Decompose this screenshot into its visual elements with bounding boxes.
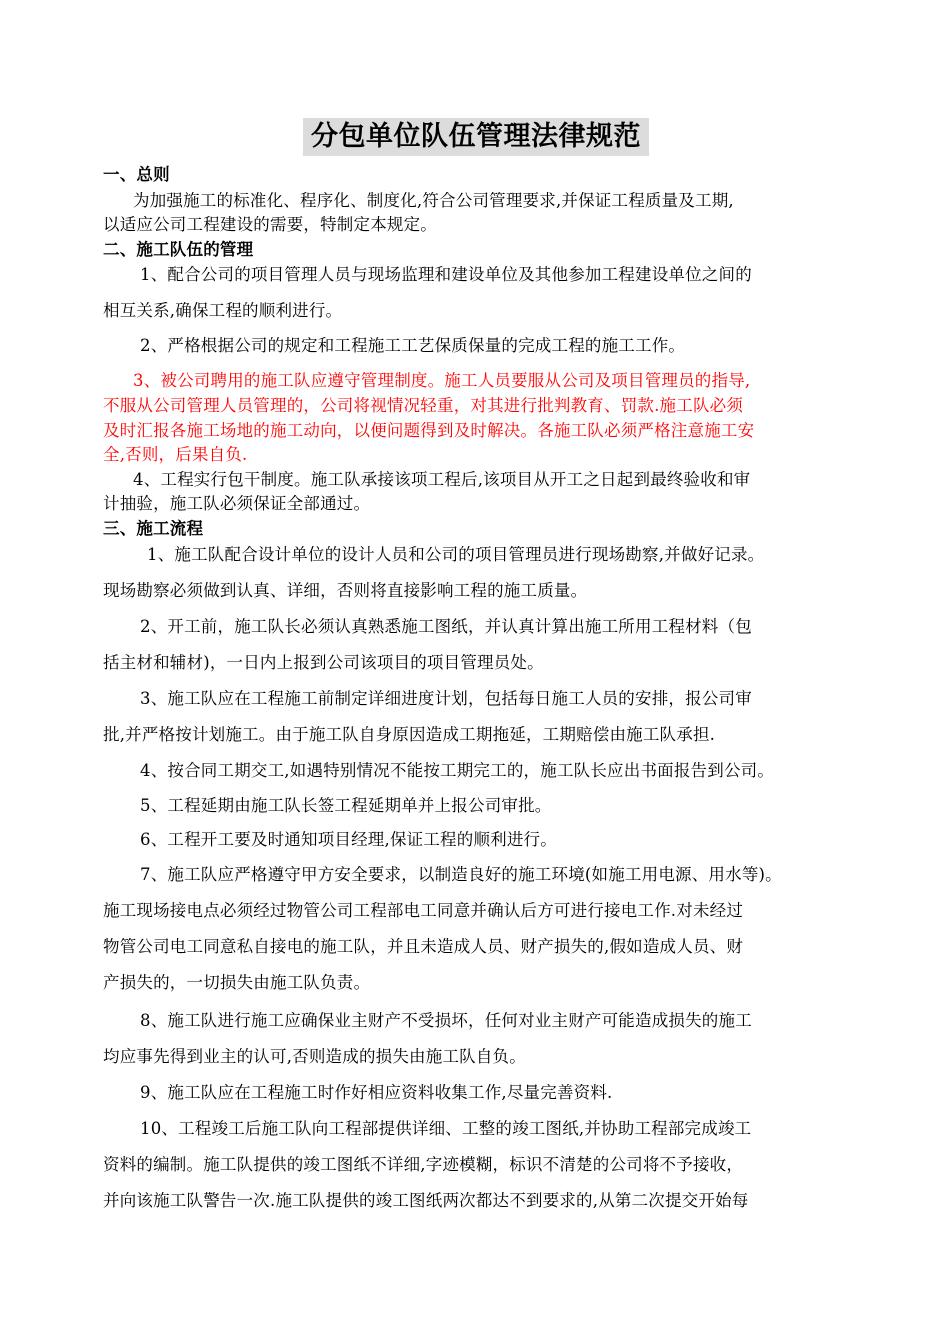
paragraph-line: 3、被公司聘用的施工队应遵守管理制度。施工人员要服从公司及项目管理员的指导,	[133, 371, 751, 390]
paragraph-line: 括主材和辅材)，一日内上报到公司该项目的项目管理员处。	[103, 653, 544, 672]
section-heading: 一、总则	[103, 165, 170, 184]
paragraph-line: 10、工程竣工后施工队向工程部提供详细、工整的竣工图纸,并协助工程部完成竣工	[140, 1119, 752, 1138]
paragraph-line: 5、工程延期由施工队长签工程延期单并上报公司审批。	[140, 796, 552, 815]
paragraph-line: 以适应公司工程建设的需要，特制定本规定。	[103, 215, 437, 234]
paragraph-line: 不服从公司管理人员管理的，公司将视情况轻重，对其进行批判教育、罚款.施工队必须	[103, 396, 744, 415]
paragraph-line: 物管公司电工同意私自接电的施工队，并且未造成人员、财产损失的,假如造成人员、财	[103, 937, 744, 956]
section-heading: 三、施工流程	[103, 519, 204, 538]
paragraph-line: 2、开工前，施工队长必须认真熟悉施工图纸，并认真计算出施工所用工程材料（包	[140, 617, 752, 636]
paragraph-line: 4、按合同工期交工,如遇特别情况不能按工期完工的，施工队长应出书面报告到公司。	[140, 761, 775, 780]
paragraph-line: 均应事先得到业主的认可,否则造成的损失由施工队自负。	[103, 1047, 526, 1066]
paragraph-line: 计抽验，施工队必须保证全部通过。	[103, 494, 371, 513]
paragraph-line: 4、工程实行包干制度。施工队承接该项工程后,该项目从开工之日起到最终验收和审	[133, 470, 751, 489]
paragraph-line: 1、配合公司的项目管理人员与现场监理和建设单位及其他参加工程建设单位之间的	[140, 265, 752, 284]
document-title: 分包单位队伍管理法律规范	[303, 118, 649, 156]
paragraph-line: 7、施工队应严格遵守甲方安全要求，以制造良好的施工环境(如施工用电源、用水等)。	[140, 865, 782, 884]
paragraph-line: 现场勘察必须做到认真、详细，否则将直接影响工程的施工质量。	[103, 581, 588, 600]
paragraph-line: 施工现场接电点必须经过物管公司工程部电工同意并确认后方可进行接电工作.对未经过	[103, 901, 744, 920]
paragraph-line: 6、工程开工要及时通知项目经理,保证工程的顺利进行。	[140, 830, 557, 849]
paragraph-line: 8、施工队进行施工应确保业主财产不受损坏，任何对业主财产可能造成损失的施工	[140, 1011, 752, 1030]
paragraph-line: 及时汇报各施工场地的施工动向，以便问题得到及时解决。各施工队必须严格注意施工安	[103, 421, 755, 440]
paragraph-line: 3、施工队应在工程施工前制定详细进度计划，包括每日施工人员的安排，报公司审	[140, 689, 752, 708]
paragraph-line: 批,并严格按计划施工。由于施工队自身原因造成工期拖延，工期赔偿由施工队承担.	[103, 725, 716, 744]
paragraph-line: 为加强施工的标准化、程序化、制度化,符合公司管理要求,并保证工程质量及工期,	[133, 191, 734, 210]
paragraph-line: 资料的编制。施工队提供的竣工图纸不详细,字迹模糊，标识不清楚的公司将不予接收，	[103, 1155, 744, 1174]
paragraph-line: 1、施工队配合设计单位的设计人员和公司的项目管理员进行现场勘察,并做好记录。	[147, 545, 765, 564]
paragraph-line: 全,否则，后果自负.	[103, 445, 248, 464]
paragraph-line: 并向该施工队警告一次.施工队提供的竣工图纸两次都达不到要求的,从第二次提交开始每	[103, 1191, 749, 1210]
section-heading: 二、施工队伍的管理	[103, 240, 254, 259]
paragraph-line: 相互关系,确保工程的顺利进行。	[103, 301, 343, 320]
paragraph-line: 产损失的，一切损失由施工队负责。	[103, 973, 371, 992]
paragraph-line: 2、严格根据公司的规定和工程施工工艺保质保量的完成工程的施工工作。	[140, 336, 686, 355]
paragraph-line: 9、施工队应在工程施工时作好相应资料收集工作,尽量完善资料.	[140, 1083, 613, 1102]
